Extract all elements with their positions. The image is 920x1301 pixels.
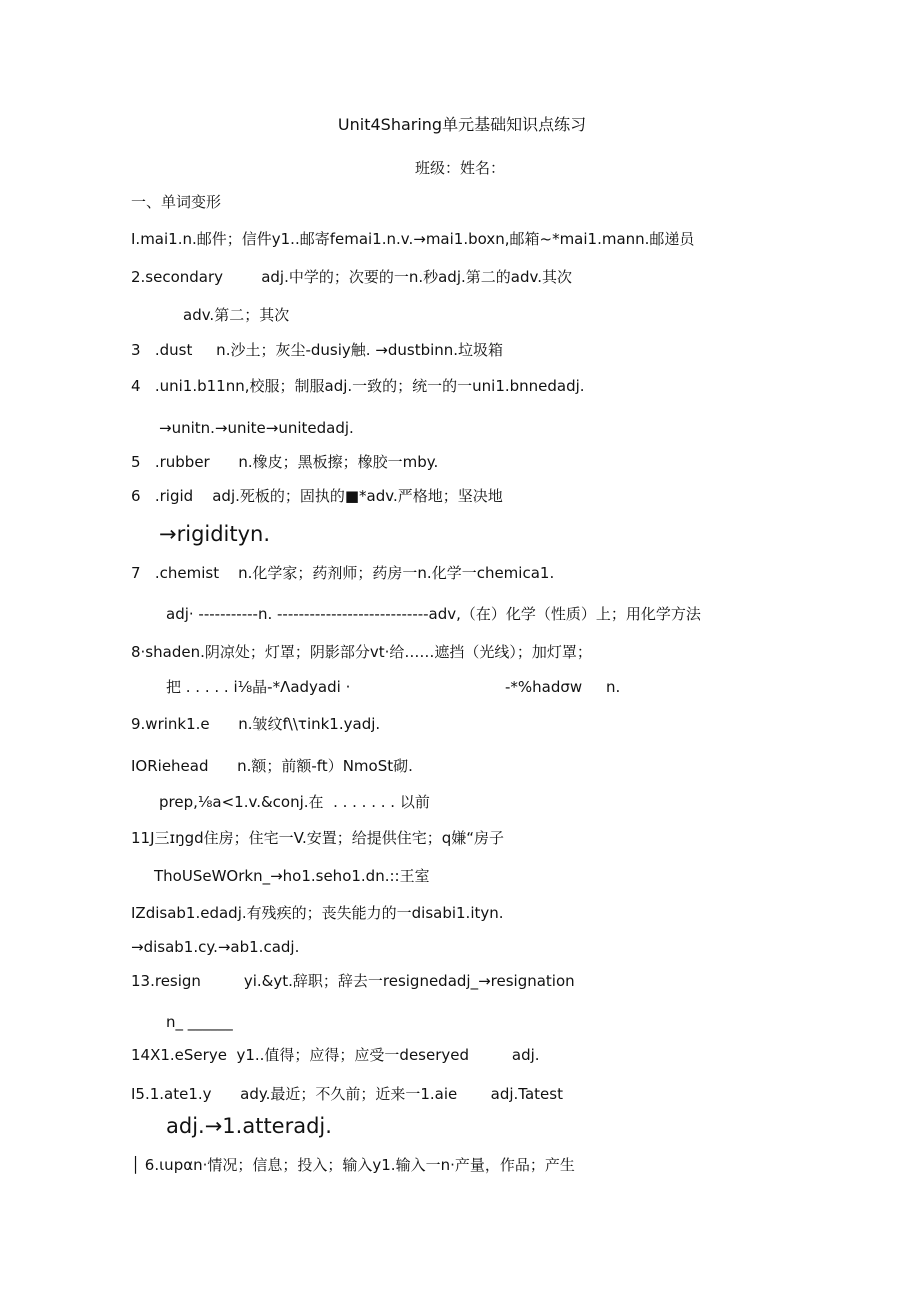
entry-line: 11J三ɪŋgd住房；住宅一V.安置；给提供住宅；q嫌“房子 [131,829,505,847]
entry-line: 6 .rigid adj.死板的；固执的■*adv.严格地；坚决地 [131,487,503,505]
entry-line: →rigidityn. [159,522,271,546]
entry-line: │ 6.ιupαn·情况；信息；投入；输入y1.输入一n·产量，作品；产生 [131,1156,575,1174]
entry-line: 5 .rubber n.橡皮；黑板擦；橡胶一mby. [131,453,439,471]
entry-line: ThoUSeWOrkn_→ho1.seho1.dn.::王室 [154,867,430,885]
entry-line: 14X1.eSerye y1..值得；应得；应受一deseryed adj. [131,1046,540,1064]
entry-line: IZdisab1.edadj.有残疾的；丧失能力的一disabi1.ityn. [131,904,504,922]
class-name-field-label: 班级：姓名： [414,159,505,177]
entry-line: IORiehead n.额；前额-ft）NmoSt砌. [131,757,413,775]
entry-line: I5.1.ate1.y ady.最近；不久前；近来一1.aie adj.Tatest [131,1085,563,1103]
entry-line: -*%hadσw n. [505,678,621,696]
entry-line: prep,⅛a<1.v.&conj.在 . . . . . . . 以前 [159,793,430,811]
entry-line: adj.→1.atteradj. [166,1114,332,1138]
entry-line: →disab1.cy.→ab1.cadj. [131,938,300,956]
entry-line: →unitn.→unite→unitedadj. [159,419,354,437]
entry-line: 8·shaden.阴凉处；灯罩；阴影部分vt·给……遮挡（光线）；加灯罩； [131,643,592,661]
entry-line: 4 .uni1.b11nn,校服；制服adj.一致的；统一的一uni1.bnnedadj. [131,377,585,395]
entry-line: 3 .dust n.沙土；灰尘-dusiy触. →dustbinn.垃圾箱 [131,341,504,359]
entry-line: 把 . . . . . i⅛晶-*Λadyadi · [166,678,351,696]
entry-line: 7 .chemist n.化学家；药剂师；药房一n.化学一chemica1. [131,564,555,582]
entry-line: 13.resign yi.&yt.辞职；辞去一resignedadj_→resignation [131,972,575,990]
section-heading: 一、单词变形 [131,193,222,211]
document-title: Unit4Sharing单元基础知识点练习 [337,115,587,134]
entry-line: I.mai1.n.邮件；信件y1..邮寄femai1.n.v.→mai1.boxn,邮箱~*mai1.mann.邮递员 [131,230,695,248]
entry-line: adj· -----------n. ----------------------------adv,（在）化学（性质）上；用化学方法 [166,605,701,623]
entry-line: n_ ______ [166,1013,233,1031]
entry-line: adv.第二；其次 [183,306,290,324]
entry-line: 9.wrink1.e n.皱纹f\\τink1.yadj. [131,715,381,733]
entry-line: 2.secondary adj.中学的；次要的一n.秒adj.第二的adv.其次 [131,268,572,286]
